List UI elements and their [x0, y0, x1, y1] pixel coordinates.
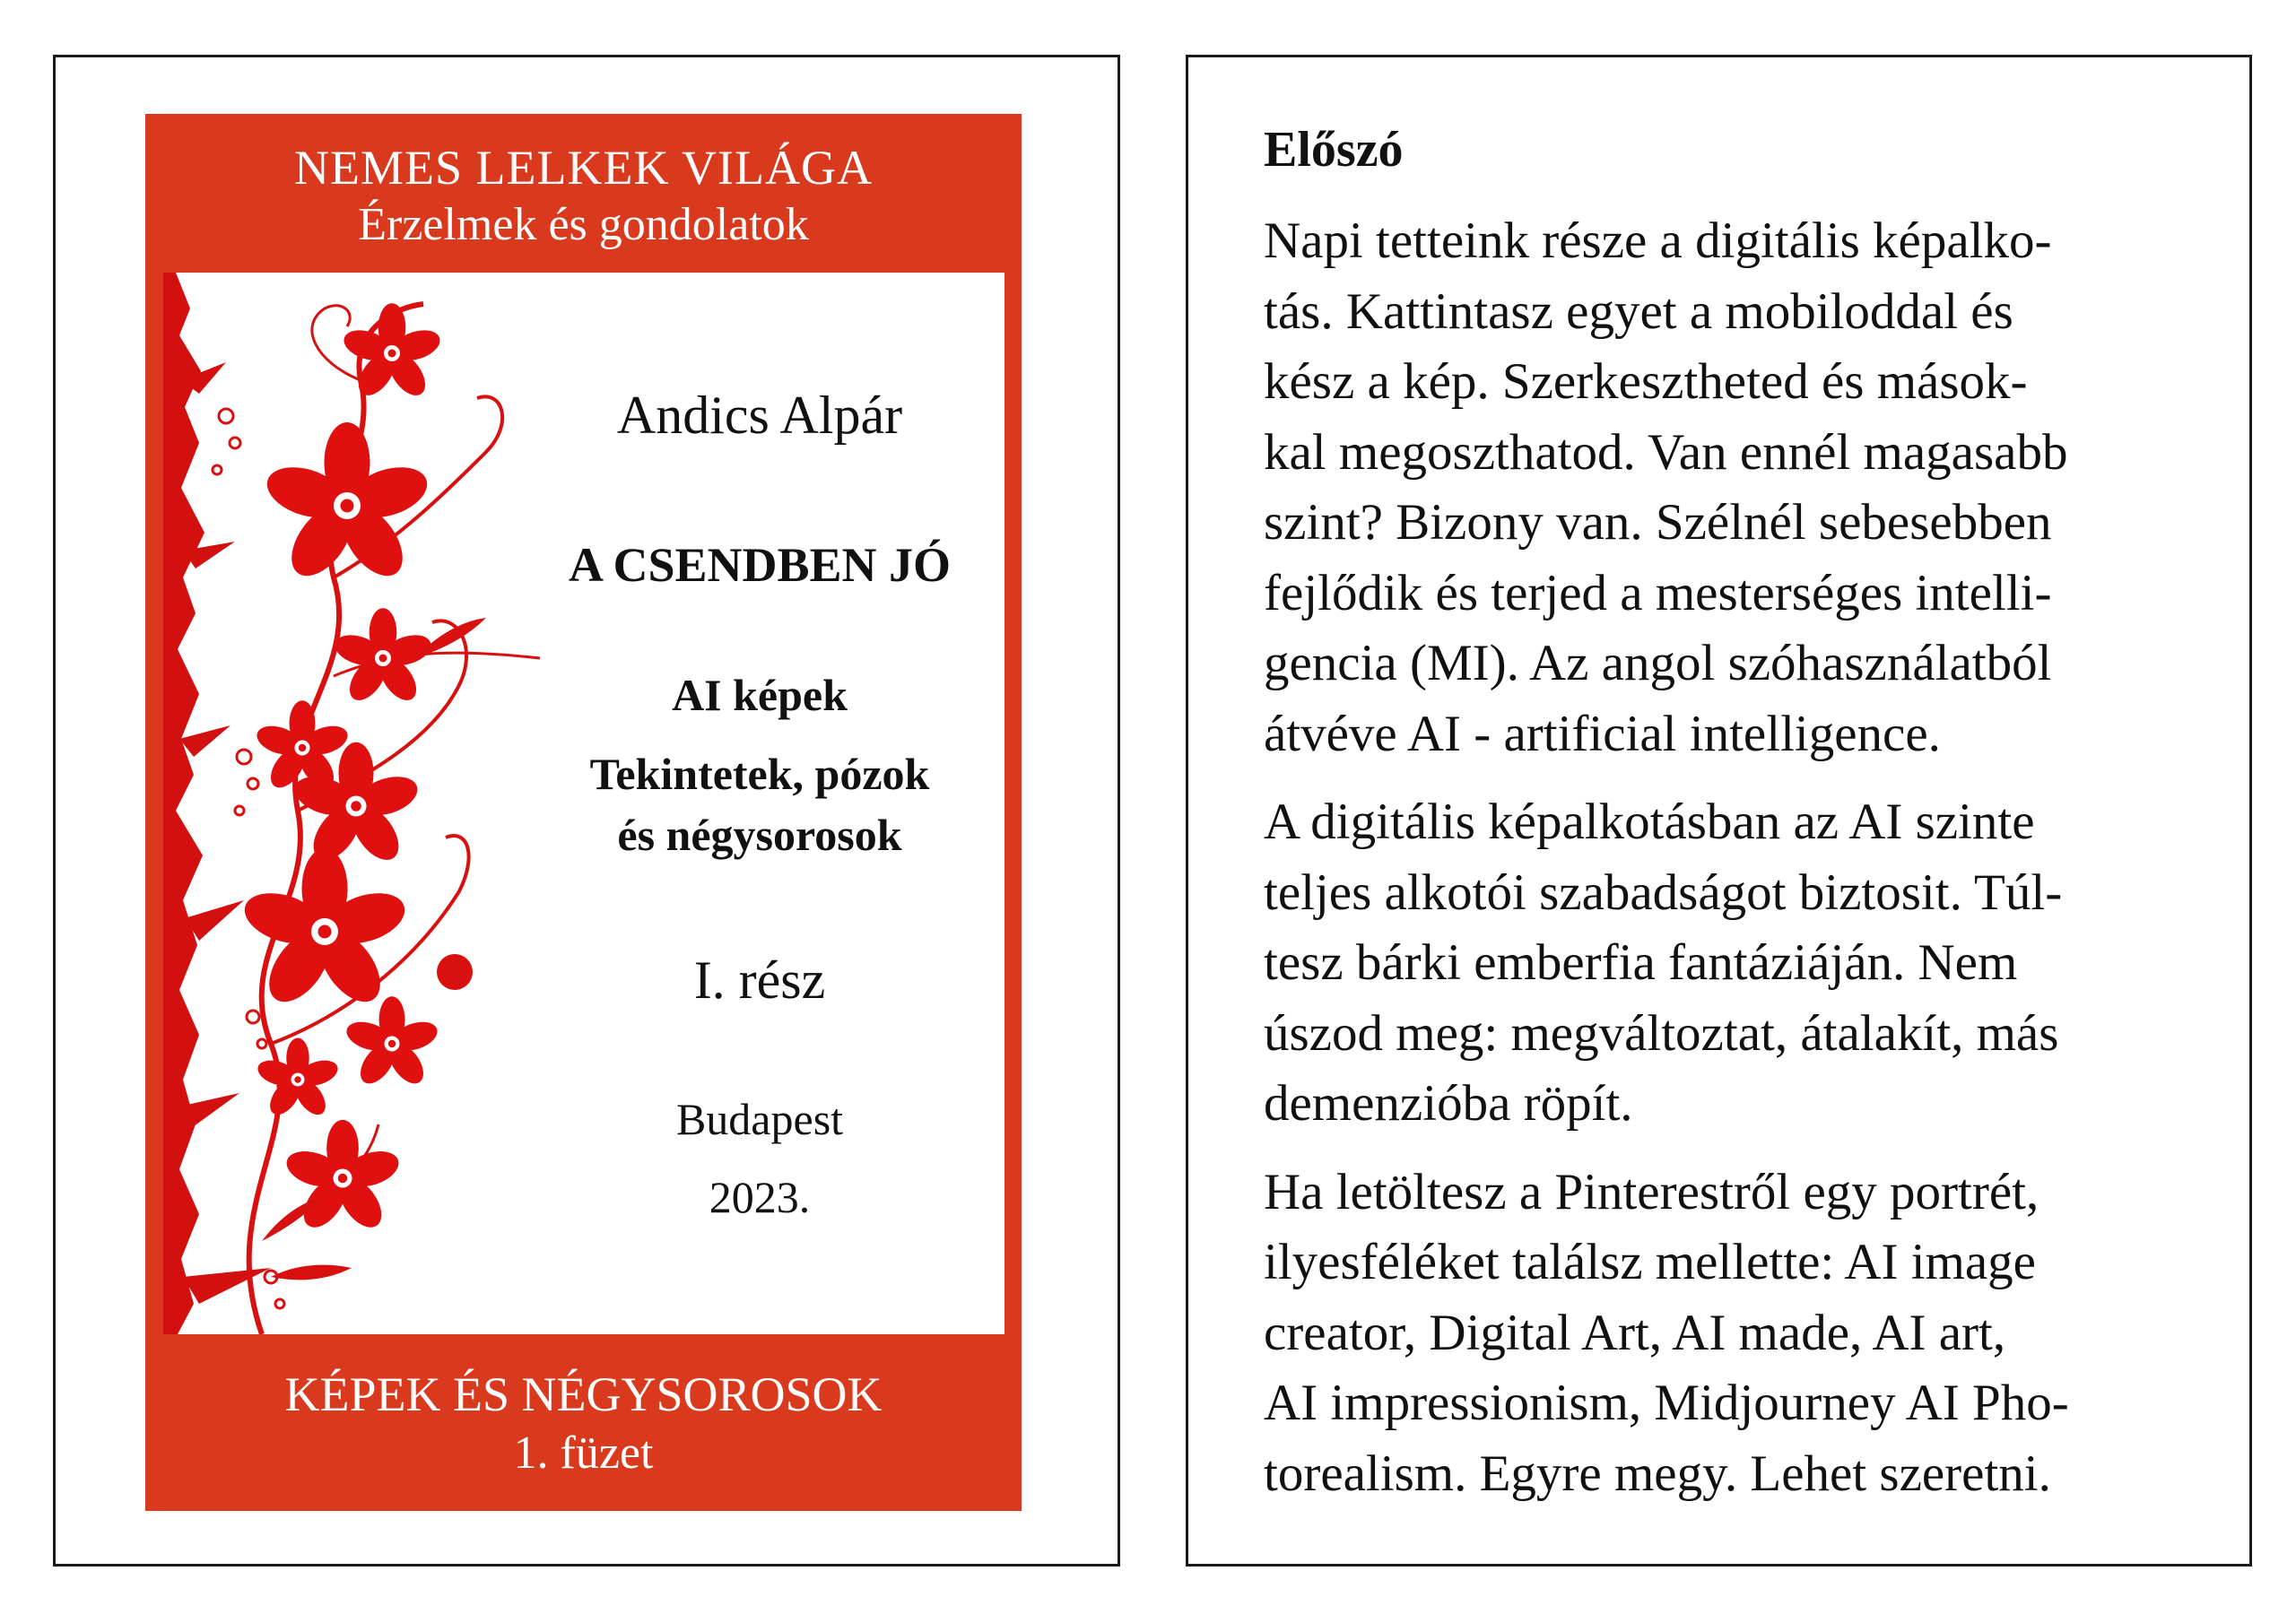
foreword-title: Előszó	[1264, 122, 1404, 178]
line: creator, Digital Art, AI made, AI art,	[1264, 1304, 2006, 1361]
line: A digitális képalkotásban az AI szinte	[1264, 794, 2035, 850]
publication-city: Budapest	[675, 1094, 844, 1144]
foreword-page	[1186, 55, 2252, 1567]
line: szint? Bizony van. Szélnél sebesebben	[1264, 494, 2052, 551]
line: demenzióba röpít.	[1264, 1075, 1633, 1132]
paragraph-1	[1264, 206, 2187, 769]
line: torealism. Egyre megy. Lehet szeretni.	[1264, 1445, 2051, 1502]
book-description	[544, 743, 975, 865]
series-subtitle: Érzelmek és gondolatok	[358, 199, 809, 250]
line: Ha letöltesz a Pinterestről egy portrét,	[1264, 1163, 2039, 1220]
description-line-2: és négysorosok	[617, 810, 902, 860]
author-name: Andics Alpár	[616, 386, 903, 445]
line: fejlődik és terjed a mesterséges intelli-	[1264, 564, 2052, 621]
line: tás. Kattintasz egyet a mobiloddal és	[1264, 282, 2013, 340]
ai-label: AI képek	[672, 670, 848, 720]
series-title: NEMES LELKEK VILÁGA	[294, 141, 873, 195]
book-title: A CSENDBEN JÓ	[568, 538, 952, 592]
footer-line-1: KÉPEK ÉS NÉGYSOROSOK	[284, 1367, 883, 1421]
line: ilyesféléket találsz mellette: AI image	[1264, 1234, 2036, 1290]
line: kal megoszthatod. Van ennél magasabb	[1264, 423, 2068, 481]
description-line-1: Tekintetek, pózok	[589, 749, 930, 799]
line: gencia (MI). Az angol szóhasználatból	[1264, 635, 2052, 691]
publication-year: 2023.	[709, 1172, 811, 1222]
line: úszod meg: megváltoztat, átalakít, más	[1264, 1004, 2059, 1062]
paragraph-2	[1264, 787, 2187, 1140]
book-cover	[145, 114, 1022, 1511]
paragraph-3	[1264, 1158, 2187, 1510]
footer-line-2: 1. füzet	[513, 1428, 654, 1479]
line: kész a kép. Szerkesztheted és mások-	[1264, 353, 2028, 410]
line: tesz bárki emberfia fantáziáján. Nem	[1264, 934, 2018, 991]
line: AI impressionism, Midjourney AI Pho-	[1264, 1375, 2069, 1431]
cover-page	[53, 55, 1120, 1567]
cover-panel	[163, 273, 1004, 1334]
line: Napi tetteink része a digitális képalko-	[1264, 213, 2052, 269]
line: átvéve AI - artificial intelligence.	[1264, 705, 1941, 762]
foreword-section	[1264, 118, 2187, 1527]
line: teljes alkotói szabadságot biztosit. Túl-	[1264, 864, 2063, 921]
cover-header	[145, 139, 1022, 254]
cover-footer	[145, 1365, 1022, 1483]
part-number: I. rész	[693, 950, 826, 1010]
